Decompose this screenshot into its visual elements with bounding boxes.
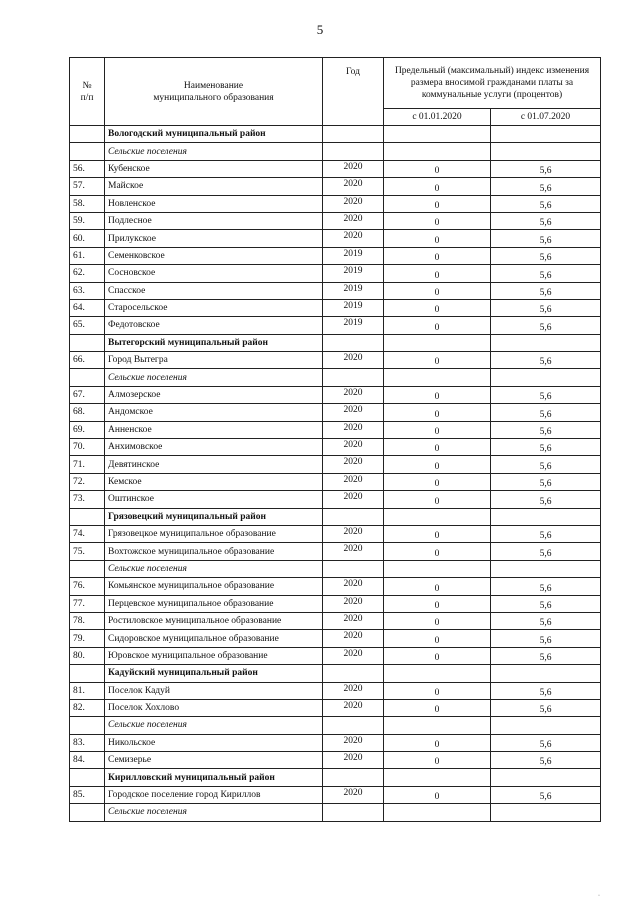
municipality-name: Анхимовское <box>105 439 323 456</box>
empty-year-cell <box>323 804 384 821</box>
municipality-name: Кубенское <box>105 160 323 177</box>
settlement-group-row <box>70 369 601 386</box>
index-from-jan: 0 <box>384 317 491 334</box>
row-number: 57. <box>70 178 105 195</box>
municipality-name: Комьянское муниципальное образование <box>105 578 323 595</box>
settlement-group-row <box>70 717 601 734</box>
municipality-name: Вохтожское муниципальное образование <box>105 543 323 560</box>
index-from-jan: 0 <box>384 439 491 456</box>
header-name <box>105 58 323 126</box>
municipality-name: Федотовское <box>105 317 323 334</box>
empty-num-cell <box>70 508 105 525</box>
municipality-name: Старосельское <box>105 299 323 316</box>
empty-year-cell <box>323 143 384 160</box>
table-row <box>70 421 601 438</box>
row-number: 73. <box>70 491 105 508</box>
empty-v2-cell <box>491 717 601 734</box>
row-year: 2019 <box>323 265 384 282</box>
empty-v1-cell <box>384 769 491 786</box>
index-from-jul: 5,6 <box>491 212 601 229</box>
index-from-jul: 5,6 <box>491 247 601 264</box>
settlement-group-label: Сельские поселения <box>105 804 323 821</box>
table-row <box>70 195 601 212</box>
index-from-jan: 0 <box>384 682 491 699</box>
table-row <box>70 734 601 751</box>
empty-num-cell <box>70 665 105 682</box>
index-from-jul: 5,6 <box>491 682 601 699</box>
empty-num-cell <box>70 769 105 786</box>
empty-num-cell <box>70 804 105 821</box>
district-row <box>70 334 601 351</box>
row-year: 2020 <box>323 682 384 699</box>
empty-v2-cell <box>491 769 601 786</box>
row-year: 2020 <box>323 160 384 177</box>
settlement-group-row <box>70 560 601 577</box>
municipality-name: Андомское <box>105 404 323 421</box>
index-from-jul: 5,6 <box>491 595 601 612</box>
empty-v2-cell <box>491 665 601 682</box>
table-row <box>70 160 601 177</box>
empty-year-cell <box>323 665 384 682</box>
empty-num-cell <box>70 126 105 143</box>
empty-num-cell <box>70 717 105 734</box>
table-row <box>70 595 601 612</box>
index-from-jan: 0 <box>384 456 491 473</box>
table-row <box>70 752 601 769</box>
table-row <box>70 404 601 421</box>
district-name: Грязовецкий муниципальный район <box>105 508 323 525</box>
index-from-jan: 0 <box>384 752 491 769</box>
row-number: 78. <box>70 612 105 629</box>
empty-year-cell <box>323 126 384 143</box>
empty-v1-cell <box>384 665 491 682</box>
row-year: 2020 <box>323 195 384 212</box>
table-row <box>70 630 601 647</box>
empty-year-cell <box>323 560 384 577</box>
table-row <box>70 317 601 334</box>
settlement-group-row <box>70 804 601 821</box>
index-from-jul: 5,6 <box>491 699 601 716</box>
index-from-jul: 5,6 <box>491 282 601 299</box>
empty-v1-cell <box>384 717 491 734</box>
row-year: 2020 <box>323 386 384 403</box>
row-number: 64. <box>70 299 105 316</box>
row-year: 2020 <box>323 525 384 542</box>
empty-v1-cell <box>384 143 491 160</box>
table-row <box>70 647 601 664</box>
empty-year-cell <box>323 769 384 786</box>
row-number: 66. <box>70 352 105 369</box>
row-number: 72. <box>70 473 105 490</box>
index-from-jan: 0 <box>384 282 491 299</box>
municipality-name: Ростиловское муниципальное образование <box>105 612 323 629</box>
row-number: 74. <box>70 525 105 542</box>
index-from-jul: 5,6 <box>491 612 601 629</box>
row-year: 2020 <box>323 212 384 229</box>
table-row <box>70 299 601 316</box>
empty-v1-cell <box>384 334 491 351</box>
index-from-jan: 0 <box>384 734 491 751</box>
municipality-name: Семизерье <box>105 752 323 769</box>
empty-v1-cell <box>384 804 491 821</box>
empty-year-cell <box>323 334 384 351</box>
index-from-jul: 5,6 <box>491 647 601 664</box>
municipality-name: Анненское <box>105 421 323 438</box>
settlement-group-label: Сельские поселения <box>105 143 323 160</box>
row-number: 65. <box>70 317 105 334</box>
index-from-jul: 5,6 <box>491 786 601 803</box>
municipality-name: Майское <box>105 178 323 195</box>
row-number: 63. <box>70 282 105 299</box>
header-index: Предельный (максимальный) индекс изменения размера вносимой гражданами платы за коммунальные услуги (процентов) <box>384 58 601 109</box>
index-from-jul: 5,6 <box>491 734 601 751</box>
index-from-jul: 5,6 <box>491 160 601 177</box>
district-name: Кирилловский муниципальный район <box>105 769 323 786</box>
municipality-name: Подлесное <box>105 212 323 229</box>
row-number: 75. <box>70 543 105 560</box>
table-row <box>70 543 601 560</box>
index-from-jul: 5,6 <box>491 456 601 473</box>
table-row <box>70 247 601 264</box>
index-from-jul: 5,6 <box>491 265 601 282</box>
row-number: 82. <box>70 699 105 716</box>
header-num-text: № п/п <box>80 80 94 103</box>
settlement-group-label: Сельские поселения <box>105 369 323 386</box>
row-number: 59. <box>70 212 105 229</box>
row-number: 85. <box>70 786 105 803</box>
row-year: 2020 <box>323 456 384 473</box>
table-row <box>70 265 601 282</box>
row-year: 2020 <box>323 612 384 629</box>
settlement-group-label: Сельские поселения <box>105 717 323 734</box>
row-number: 67. <box>70 386 105 403</box>
index-from-jan: 0 <box>384 630 491 647</box>
row-number: 70. <box>70 439 105 456</box>
table-row <box>70 439 601 456</box>
row-number: 76. <box>70 578 105 595</box>
empty-v2-cell <box>491 334 601 351</box>
empty-year-cell <box>323 508 384 525</box>
empty-v1-cell <box>384 369 491 386</box>
index-from-jul: 5,6 <box>491 543 601 560</box>
header-num <box>70 58 105 126</box>
row-year: 2020 <box>323 352 384 369</box>
table-row <box>70 491 601 508</box>
index-from-jan: 0 <box>384 699 491 716</box>
header-col-from2: с 01.07.2020 <box>491 109 601 126</box>
row-year: 2019 <box>323 299 384 316</box>
index-from-jul: 5,6 <box>491 421 601 438</box>
municipality-name: Перцевское муниципальное образование <box>105 595 323 612</box>
municipality-name: Новленское <box>105 195 323 212</box>
header-year: Год <box>323 58 384 126</box>
row-number: 80. <box>70 647 105 664</box>
row-year: 2020 <box>323 439 384 456</box>
row-year: 2020 <box>323 421 384 438</box>
table-row <box>70 386 601 403</box>
municipality-name: Сидоровское муниципальное образование <box>105 630 323 647</box>
table-row <box>70 212 601 229</box>
index-from-jan: 0 <box>384 578 491 595</box>
row-number: 69. <box>70 421 105 438</box>
row-year: 2020 <box>323 630 384 647</box>
empty-num-cell <box>70 560 105 577</box>
municipality-name: Девятинское <box>105 456 323 473</box>
index-from-jul: 5,6 <box>491 230 601 247</box>
municipality-name: Прилукское <box>105 230 323 247</box>
index-from-jul: 5,6 <box>491 317 601 334</box>
row-number: 56. <box>70 160 105 177</box>
table-row <box>70 178 601 195</box>
index-from-jan: 0 <box>384 265 491 282</box>
row-number: 62. <box>70 265 105 282</box>
municipality-name: Городское поселение город Кириллов <box>105 786 323 803</box>
row-year: 2019 <box>323 247 384 264</box>
empty-v1-cell <box>384 126 491 143</box>
index-from-jan: 0 <box>384 491 491 508</box>
empty-year-cell <box>323 369 384 386</box>
municipality-name: Грязовецкое муниципальное образование <box>105 525 323 542</box>
row-year: 2020 <box>323 699 384 716</box>
municipality-name: Кемское <box>105 473 323 490</box>
index-from-jul: 5,6 <box>491 752 601 769</box>
municipality-name: Никольское <box>105 734 323 751</box>
empty-v2-cell <box>491 804 601 821</box>
index-from-jan: 0 <box>384 595 491 612</box>
municipality-name: Оштинское <box>105 491 323 508</box>
district-name: Вологодский муниципальный район <box>105 126 323 143</box>
index-from-jul: 5,6 <box>491 299 601 316</box>
district-row <box>70 126 601 143</box>
empty-v2-cell <box>491 369 601 386</box>
row-number: 58. <box>70 195 105 212</box>
municipality-name: Юровское муниципальное образование <box>105 647 323 664</box>
row-number: 60. <box>70 230 105 247</box>
row-number: 79. <box>70 630 105 647</box>
row-year: 2020 <box>323 786 384 803</box>
empty-num-cell <box>70 369 105 386</box>
district-name: Вытегорский муниципальный район <box>105 334 323 351</box>
row-year: 2020 <box>323 230 384 247</box>
municipality-name: Поселок Кадуй <box>105 682 323 699</box>
municipality-name: Город Вытегра <box>105 352 323 369</box>
index-from-jan: 0 <box>384 525 491 542</box>
table-row <box>70 352 601 369</box>
empty-v2-cell <box>491 143 601 160</box>
district-row <box>70 508 601 525</box>
empty-year-cell <box>323 717 384 734</box>
row-year: 2020 <box>323 752 384 769</box>
row-year: 2020 <box>323 595 384 612</box>
page-number: 5 <box>316 22 324 37</box>
row-year: 2020 <box>323 543 384 560</box>
index-from-jan: 0 <box>384 352 491 369</box>
index-from-jul: 5,6 <box>491 178 601 195</box>
row-number: 81. <box>70 682 105 699</box>
row-year: 2019 <box>323 282 384 299</box>
municipality-name: Семенковское <box>105 247 323 264</box>
empty-num-cell <box>70 334 105 351</box>
index-from-jan: 0 <box>384 421 491 438</box>
header-name-text: Наименование муниципального образования <box>153 80 274 103</box>
index-from-jan: 0 <box>384 473 491 490</box>
district-row <box>70 769 601 786</box>
empty-v1-cell <box>384 560 491 577</box>
index-from-jan: 0 <box>384 160 491 177</box>
municipality-name: Спасское <box>105 282 323 299</box>
corner-mark: · <box>598 893 600 899</box>
table-row <box>70 578 601 595</box>
table-row <box>70 473 601 490</box>
row-year: 2020 <box>323 404 384 421</box>
row-number: 77. <box>70 595 105 612</box>
empty-num-cell <box>70 143 105 160</box>
row-number: 71. <box>70 456 105 473</box>
index-from-jan: 0 <box>384 612 491 629</box>
index-from-jul: 5,6 <box>491 386 601 403</box>
index-from-jul: 5,6 <box>491 404 601 421</box>
row-year: 2020 <box>323 647 384 664</box>
index-from-jan: 0 <box>384 404 491 421</box>
settlement-group-row <box>70 143 601 160</box>
row-year: 2020 <box>323 491 384 508</box>
table-row <box>70 786 601 803</box>
empty-v2-cell <box>491 508 601 525</box>
tariff-index-table <box>69 57 601 822</box>
row-number: 83. <box>70 734 105 751</box>
index-from-jul: 5,6 <box>491 195 601 212</box>
table-row <box>70 525 601 542</box>
settlement-group-label: Сельские поселения <box>105 560 323 577</box>
index-from-jan: 0 <box>384 647 491 664</box>
index-from-jul: 5,6 <box>491 352 601 369</box>
index-from-jul: 5,6 <box>491 491 601 508</box>
municipality-name: Поселок Хохлово <box>105 699 323 716</box>
municipality-name: Алмозерское <box>105 386 323 403</box>
empty-v1-cell <box>384 508 491 525</box>
row-number: 68. <box>70 404 105 421</box>
index-from-jan: 0 <box>384 299 491 316</box>
empty-v2-cell <box>491 126 601 143</box>
row-number: 84. <box>70 752 105 769</box>
row-year: 2020 <box>323 734 384 751</box>
table-body <box>70 126 601 822</box>
index-from-jan: 0 <box>384 212 491 229</box>
row-year: 2020 <box>323 473 384 490</box>
index-from-jan: 0 <box>384 195 491 212</box>
index-from-jul: 5,6 <box>491 525 601 542</box>
index-from-jan: 0 <box>384 247 491 264</box>
table-row <box>70 612 601 629</box>
empty-v2-cell <box>491 560 601 577</box>
index-from-jan: 0 <box>384 230 491 247</box>
district-name: Кадуйский муниципальный район <box>105 665 323 682</box>
table-row <box>70 282 601 299</box>
index-from-jan: 0 <box>384 178 491 195</box>
index-from-jan: 0 <box>384 786 491 803</box>
municipality-name: Сосновское <box>105 265 323 282</box>
index-from-jan: 0 <box>384 543 491 560</box>
row-year: 2020 <box>323 578 384 595</box>
row-number: 61. <box>70 247 105 264</box>
table-row <box>70 456 601 473</box>
row-year: 2020 <box>323 178 384 195</box>
index-from-jul: 5,6 <box>491 578 601 595</box>
header-col-from1: с 01.01.2020 <box>384 109 491 126</box>
table-row <box>70 230 601 247</box>
index-from-jul: 5,6 <box>491 630 601 647</box>
index-from-jan: 0 <box>384 386 491 403</box>
index-from-jul: 5,6 <box>491 473 601 490</box>
table-row <box>70 682 601 699</box>
row-year: 2019 <box>323 317 384 334</box>
table-row <box>70 699 601 716</box>
district-row <box>70 665 601 682</box>
index-from-jul: 5,6 <box>491 439 601 456</box>
